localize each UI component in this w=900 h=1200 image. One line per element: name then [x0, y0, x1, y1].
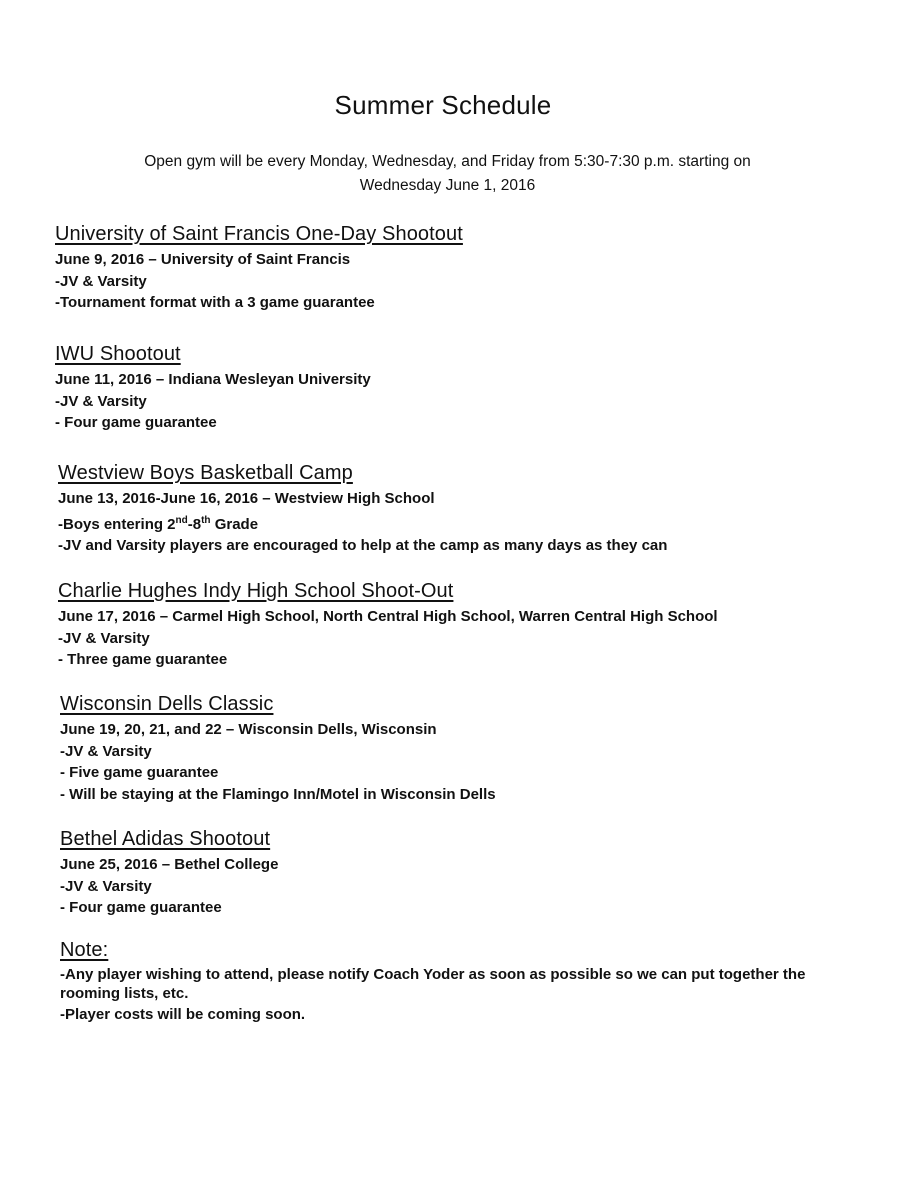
- event-section: [58, 461, 667, 557]
- grade-suffix: Grade: [210, 515, 259, 533]
- event-date: June 17, 2016 – Carmel High School, North Central High School, Warren Central High School: [58, 608, 718, 625]
- grade-mid: -8: [187, 515, 202, 533]
- event-heading: Wisconsin Dells Classic: [60, 693, 274, 715]
- event-detail: -JV & Varsity: [58, 629, 150, 647]
- event-detail: -JV & Varsity: [55, 392, 147, 410]
- event-date: June 11, 2016 – Indiana Wesleyan University: [55, 371, 371, 388]
- event-section: [60, 692, 496, 805]
- event-heading: Westview Boys Basketball Camp: [58, 462, 353, 484]
- event-date: June 9, 2016 – University of Saint Francis: [55, 251, 351, 268]
- event-detail: - Three game guarantee: [58, 651, 228, 668]
- note-heading: Note:: [60, 939, 109, 961]
- event-section: [55, 342, 371, 434]
- event-detail: - Four game guarantee: [60, 899, 222, 916]
- event-detail: -JV & Varsity: [55, 272, 147, 290]
- event-section: [60, 827, 278, 919]
- grade-sup-th: th: [201, 514, 211, 526]
- event-detail: -JV & Varsity: [60, 877, 152, 895]
- event-heading: Bethel Adidas Shootout: [60, 828, 271, 850]
- event-date: June 13, 2016-June 16, 2016 – Westview High School: [58, 490, 435, 507]
- event-detail: -JV & Varsity: [60, 742, 152, 760]
- event-heading: IWU Shootout: [55, 343, 181, 365]
- note-line-1: -Any player wishing to attend, please notify Coach Yoder as soon as possible so we can put together the rooming lists, etc.: [60, 966, 806, 1002]
- event-detail: -Tournament format with a 3 game guarantee: [55, 294, 375, 311]
- note-line-2: -Player costs will be coming soon.: [60, 1006, 306, 1023]
- event-date: June 19, 20, 21, and 22 – Wisconsin Dells, Wisconsin: [60, 721, 437, 738]
- note-section: [60, 938, 820, 1024]
- page-title: Summer Schedule: [334, 90, 552, 120]
- event-detail: - Five game guarantee: [60, 764, 219, 781]
- event-date: June 25, 2016 – Bethel College: [60, 856, 279, 873]
- event-detail: - Four game guarantee: [55, 414, 217, 431]
- event-section: [55, 222, 463, 314]
- intro-line-2: Wednesday June 1, 2016: [359, 177, 536, 194]
- event-section: [58, 579, 718, 671]
- event-grade: [58, 510, 667, 536]
- event-heading: University of Saint Francis One-Day Shootout: [55, 223, 463, 245]
- grade-prefix: -Boys entering 2: [58, 515, 176, 533]
- event-heading: Charlie Hughes Indy High School Shoot-Out: [58, 580, 454, 602]
- event-detail: - Will be staying at the Flamingo Inn/Motel in Wisconsin Dells: [60, 785, 496, 803]
- event-detail: -JV and Varsity players are encouraged to help at the camp as many days as they can: [58, 537, 668, 554]
- intro-text: [95, 150, 800, 198]
- grade-sup-nd: nd: [175, 514, 188, 526]
- intro-line-1: Open gym will be every Monday, Wednesday, and Friday from 5:30-7:30 p.m. starting on: [144, 153, 751, 170]
